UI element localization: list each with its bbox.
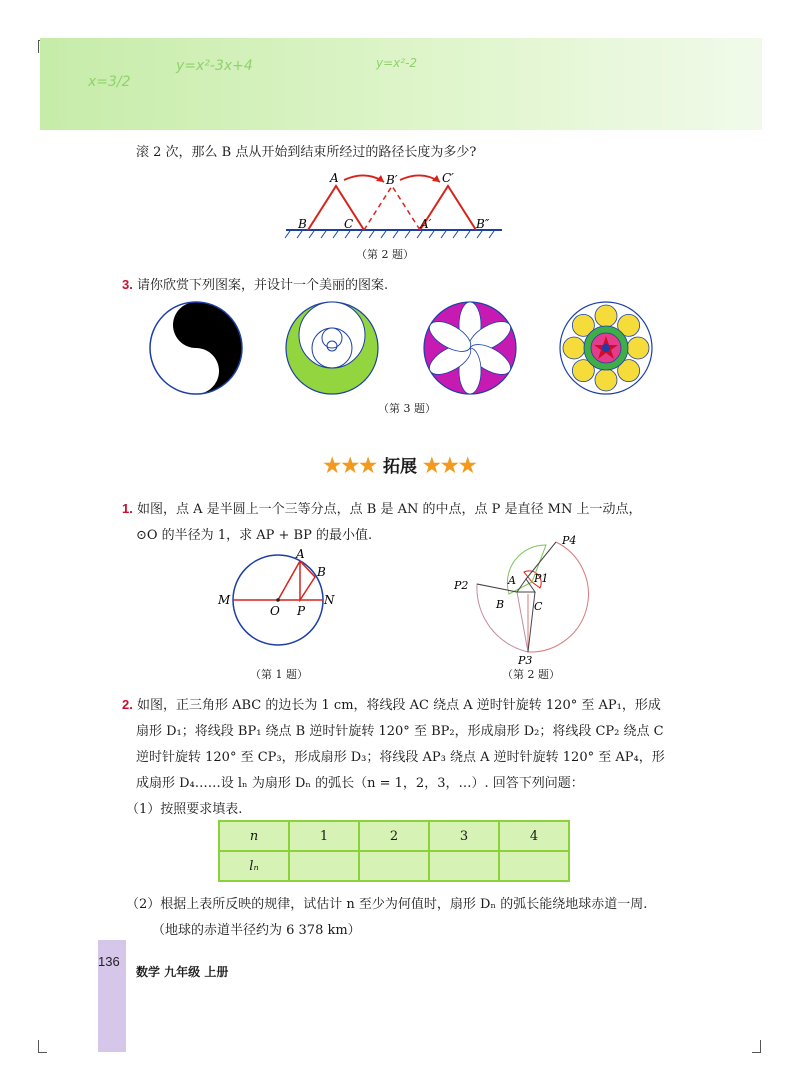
fig-label: B [496,598,505,611]
table-cell: 2 [359,821,429,851]
star-icon: ★★★ [323,453,378,477]
section-heading [300,452,500,477]
figure-caption: （第 2 题） [502,668,560,681]
question-line: ⊙O 的半径为 1，求 AP + BP 的最小值. [136,528,373,543]
yin-yang-pattern [150,302,242,394]
fig-label: P3 [518,654,533,667]
fig-label: A′ [420,217,432,231]
crop-mark-bottom-right [752,1040,761,1053]
question-line: 如图，正三角形 ABC 的边长为 1 cm，将线段 AC 绕点 A 逆时针旋转 120° 至 AP₁，形成 [136,698,661,713]
table-cell-empty[interactable] [429,851,499,881]
table-row [219,821,569,851]
fig-label: B′ [386,173,398,187]
flower-pattern [424,302,516,394]
table-cell: n [219,821,289,851]
fig-label: B [317,565,326,579]
question-line: 逆时针旋转 120° 至 CP₃，形成扇形 D₃；将线段 AP₃ 绕点 A 逆时针旋转 120° 至 AP₄，形 [136,750,665,765]
header-scribble: y=x²-3x+4 [176,58,253,74]
fill-table [218,820,570,882]
question-line: 如图，点 A 是半圆上一个三等分点，点 B 是 AN 的中点，点 P 是直径 MN 上一动点， [136,502,642,517]
question-line: 成扇形 D₄……设 lₙ 为扇形 Dₙ 的弧长（n = 1，2，3，…）. 回答下列问题： [136,776,584,791]
fig-label: C [344,217,354,231]
fig-label: O [270,604,280,618]
header-scribble: x=3/2 [88,74,131,90]
ext-question-2 [122,692,692,823]
book-title: 数学 九年级 上册 [136,965,229,979]
fig-label: P [297,604,306,618]
intro-text: 滚 2 次，那么 B 点从开始到结束所经过的路径长度为多少? [136,145,477,160]
table-cell: 4 [499,821,569,851]
semicircle-figure [214,548,344,658]
star-icon: ★★★ [422,453,477,477]
fig-label: M [218,593,231,607]
question-line: 扇形 D₁；将线段 BP₁ 绕点 B 逆时针旋转 120° 至 BP₂，形成扇形 D₂；将线段 CP₂ 绕点 C [136,724,664,739]
fig-label: N [324,593,335,607]
fig-label: C′ [442,171,454,185]
patterns-row [148,300,658,396]
question-3 [122,272,388,299]
rolling-triangle-figure [280,166,510,244]
fig-label: C [534,600,543,613]
question-number: 1. [122,501,133,516]
table-cell: lₙ [219,851,289,881]
header-band [40,38,762,130]
question-text: 请你欣赏下列图案，并设计一个美丽的图案. [136,278,389,293]
fig-label: B″ [476,217,490,231]
fig-label: P4 [562,534,577,547]
page-number: 136 [98,954,120,969]
question-part: （2）根据上表所反映的规律，试估计 n 至少为何值时，扇形 Dₙ 的弧长能绕地球赤道一周. [126,897,648,912]
question-number: 3. [122,277,133,292]
figure-caption: （第 1 题） [250,668,308,681]
fig-label: P1 [534,572,549,585]
fig-label: A [330,171,339,185]
ext-question-2-part2 [126,892,696,944]
fig-label: A [296,548,305,561]
table-cell: 3 [429,821,499,851]
section-title: 拓展 [383,457,417,477]
question-number: 2. [122,697,133,712]
table-cell-empty[interactable] [359,851,429,881]
figure-caption: （第 2 题） [356,248,414,261]
table-cell-empty[interactable] [499,851,569,881]
fig-label: P2 [454,579,469,592]
mandala-pattern [560,302,652,394]
nested-circles-pattern [286,302,378,394]
ext-question-1 [122,496,682,549]
table-cell-empty[interactable] [289,851,359,881]
table-cell: 1 [289,821,359,851]
table-row [219,851,569,881]
crop-mark-bottom-left [38,1040,47,1053]
header-scribble: y=x²-2 [376,56,418,70]
spiral-sectors-figure [440,532,590,668]
question-part: （地球的赤道半径约为 6 378 km） [152,923,361,938]
fig-label: A [508,574,516,587]
figure-caption: （第 3 题） [378,402,436,415]
fig-label: B [298,217,307,231]
question-part: （1）按照要求填表. [126,802,243,817]
